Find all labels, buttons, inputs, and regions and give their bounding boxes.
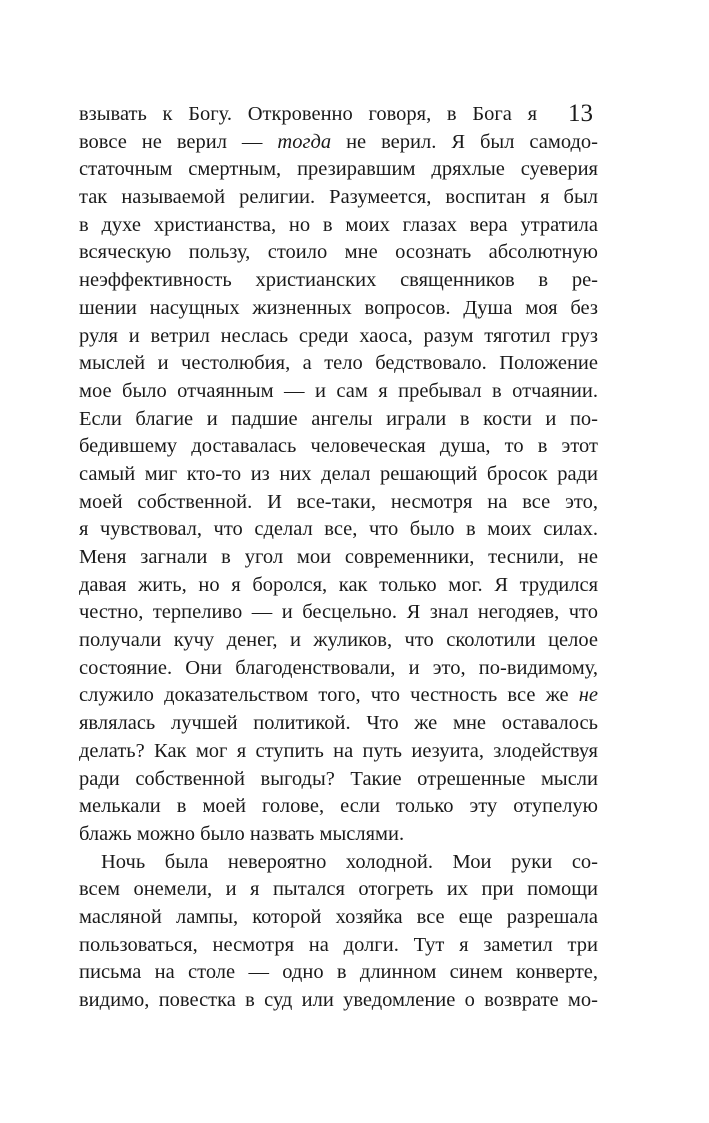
- text-segment: вовсе не верил —: [79, 130, 278, 153]
- text-segment: делать? Как мог я ступить на путь иезуита, злодействуя: [79, 739, 598, 762]
- text-segment: статочным смертным, презиравшим дряхлые суеверия: [79, 158, 598, 181]
- text-line: [79, 544, 598, 572]
- text-segment: блажь можно было назвать мыслями.: [79, 822, 405, 845]
- body-text: [79, 101, 598, 1015]
- text-line: [79, 433, 598, 461]
- text-segment: письма на столе — одно в длинном синем конверте,: [79, 961, 598, 984]
- text-line: [79, 350, 598, 378]
- text-segment: являлась лучшей политикой. Что же мне оставалось: [79, 712, 598, 735]
- text-segment: мыслей и честолюбия, а тело бедствовало. Положение: [79, 352, 598, 375]
- text-line: [79, 129, 598, 157]
- text-segment: получали кучу денег, и жуликов, что сколотили целое: [79, 629, 598, 652]
- italic-word: тогда: [277, 130, 332, 153]
- text-line: [79, 406, 598, 434]
- text-line: [79, 378, 598, 406]
- text-segment: шении насущных жизненных вопросов. Душа моя без: [79, 296, 598, 319]
- text-line: [79, 876, 598, 904]
- text-line: [79, 295, 598, 323]
- text-line: [79, 766, 598, 794]
- text-segment: не верил. Я был самодо-: [331, 130, 598, 153]
- text-line: [79, 101, 537, 129]
- text-line: [79, 904, 598, 932]
- text-segment: видимо, повестка в суд или уведомление о возврате мо-: [79, 989, 598, 1011]
- text-line: [79, 516, 598, 544]
- text-line: [79, 239, 598, 267]
- text-line: [79, 572, 598, 600]
- text-line: [79, 461, 598, 489]
- text-segment: честно, терпеливо — и бесцельно. Я знал негодяев, что: [79, 601, 598, 624]
- text-line: [79, 682, 598, 710]
- text-line: [79, 849, 598, 877]
- text-line: [79, 821, 598, 849]
- text-line: [79, 184, 598, 212]
- text-segment: Меня загнали в угол мои современники, теснили, не: [79, 546, 598, 568]
- text-line: [79, 627, 598, 655]
- text-segment: давая жить, но я боролся, как только мог. Я трудился: [79, 573, 598, 596]
- text-segment: неэффективность христианских священников в ре-: [79, 269, 598, 292]
- text-segment: мелькали в моей голове, если только эту отупелую: [79, 795, 598, 818]
- text-segment: ради собственной выгоды? Такие отрешенные мысли: [79, 767, 598, 790]
- page-number: 13: [568, 100, 593, 127]
- text-segment: моей собственной. И все-таки, несмотря на все это,: [79, 490, 598, 513]
- text-line: [79, 156, 598, 184]
- text-segment: в духе христианства, но в моих глазах вера утратила: [79, 213, 598, 236]
- text-line: [79, 710, 598, 738]
- text-segment: взывать к Богу. Откровенно говоря, в Бога я: [79, 103, 537, 125]
- text-segment: всяческую пользу, стоило мне осознать абсолютную: [79, 241, 598, 264]
- text-line: [79, 655, 598, 683]
- text-line: [79, 599, 598, 627]
- text-segment: всем онемели, и я пытался отогреть их при помощи: [79, 878, 598, 901]
- text-segment: служило доказательством того, что честность все же: [79, 684, 579, 707]
- text-segment: самый миг кто-то из них делал решающий бросок ради: [79, 462, 598, 485]
- text-segment: масляной лампы, которой хозяйка все еще разрешала: [79, 905, 598, 928]
- text-segment: Если благие и падшие ангелы играли в кости и по-: [79, 407, 598, 430]
- text-line: [79, 489, 598, 517]
- text-line: [79, 987, 598, 1015]
- text-segment: так называемой религии. Разумеется, воспитан я был: [79, 186, 598, 209]
- text-line: [79, 959, 598, 987]
- text-segment: бедившему доставалась человеческая душа, то в этот: [79, 435, 598, 458]
- text-line: [79, 212, 598, 240]
- text-segment: состояние. Они благоденствовали, и это, по-видимому,: [79, 656, 598, 679]
- text-segment: пользоваться, несмотря на долги. Тут я заметил три: [79, 933, 598, 956]
- text-line: [79, 323, 598, 351]
- text-segment: руля и ветрил неслась среди хаоса, разум тяготил груз: [79, 324, 598, 347]
- text-segment: я чувствовал, что сделал все, что было в моих силах.: [79, 518, 598, 541]
- text-segment: мое было отчаянным — и сам я пребывал в отчаянии.: [79, 379, 598, 402]
- text-line: [79, 738, 598, 766]
- text-line: [79, 267, 598, 295]
- text-segment: Ночь была невероятно холодной. Мои руки со-: [101, 850, 598, 873]
- text-line: [79, 932, 598, 960]
- text-line: [79, 793, 598, 821]
- italic-word: не: [578, 684, 598, 707]
